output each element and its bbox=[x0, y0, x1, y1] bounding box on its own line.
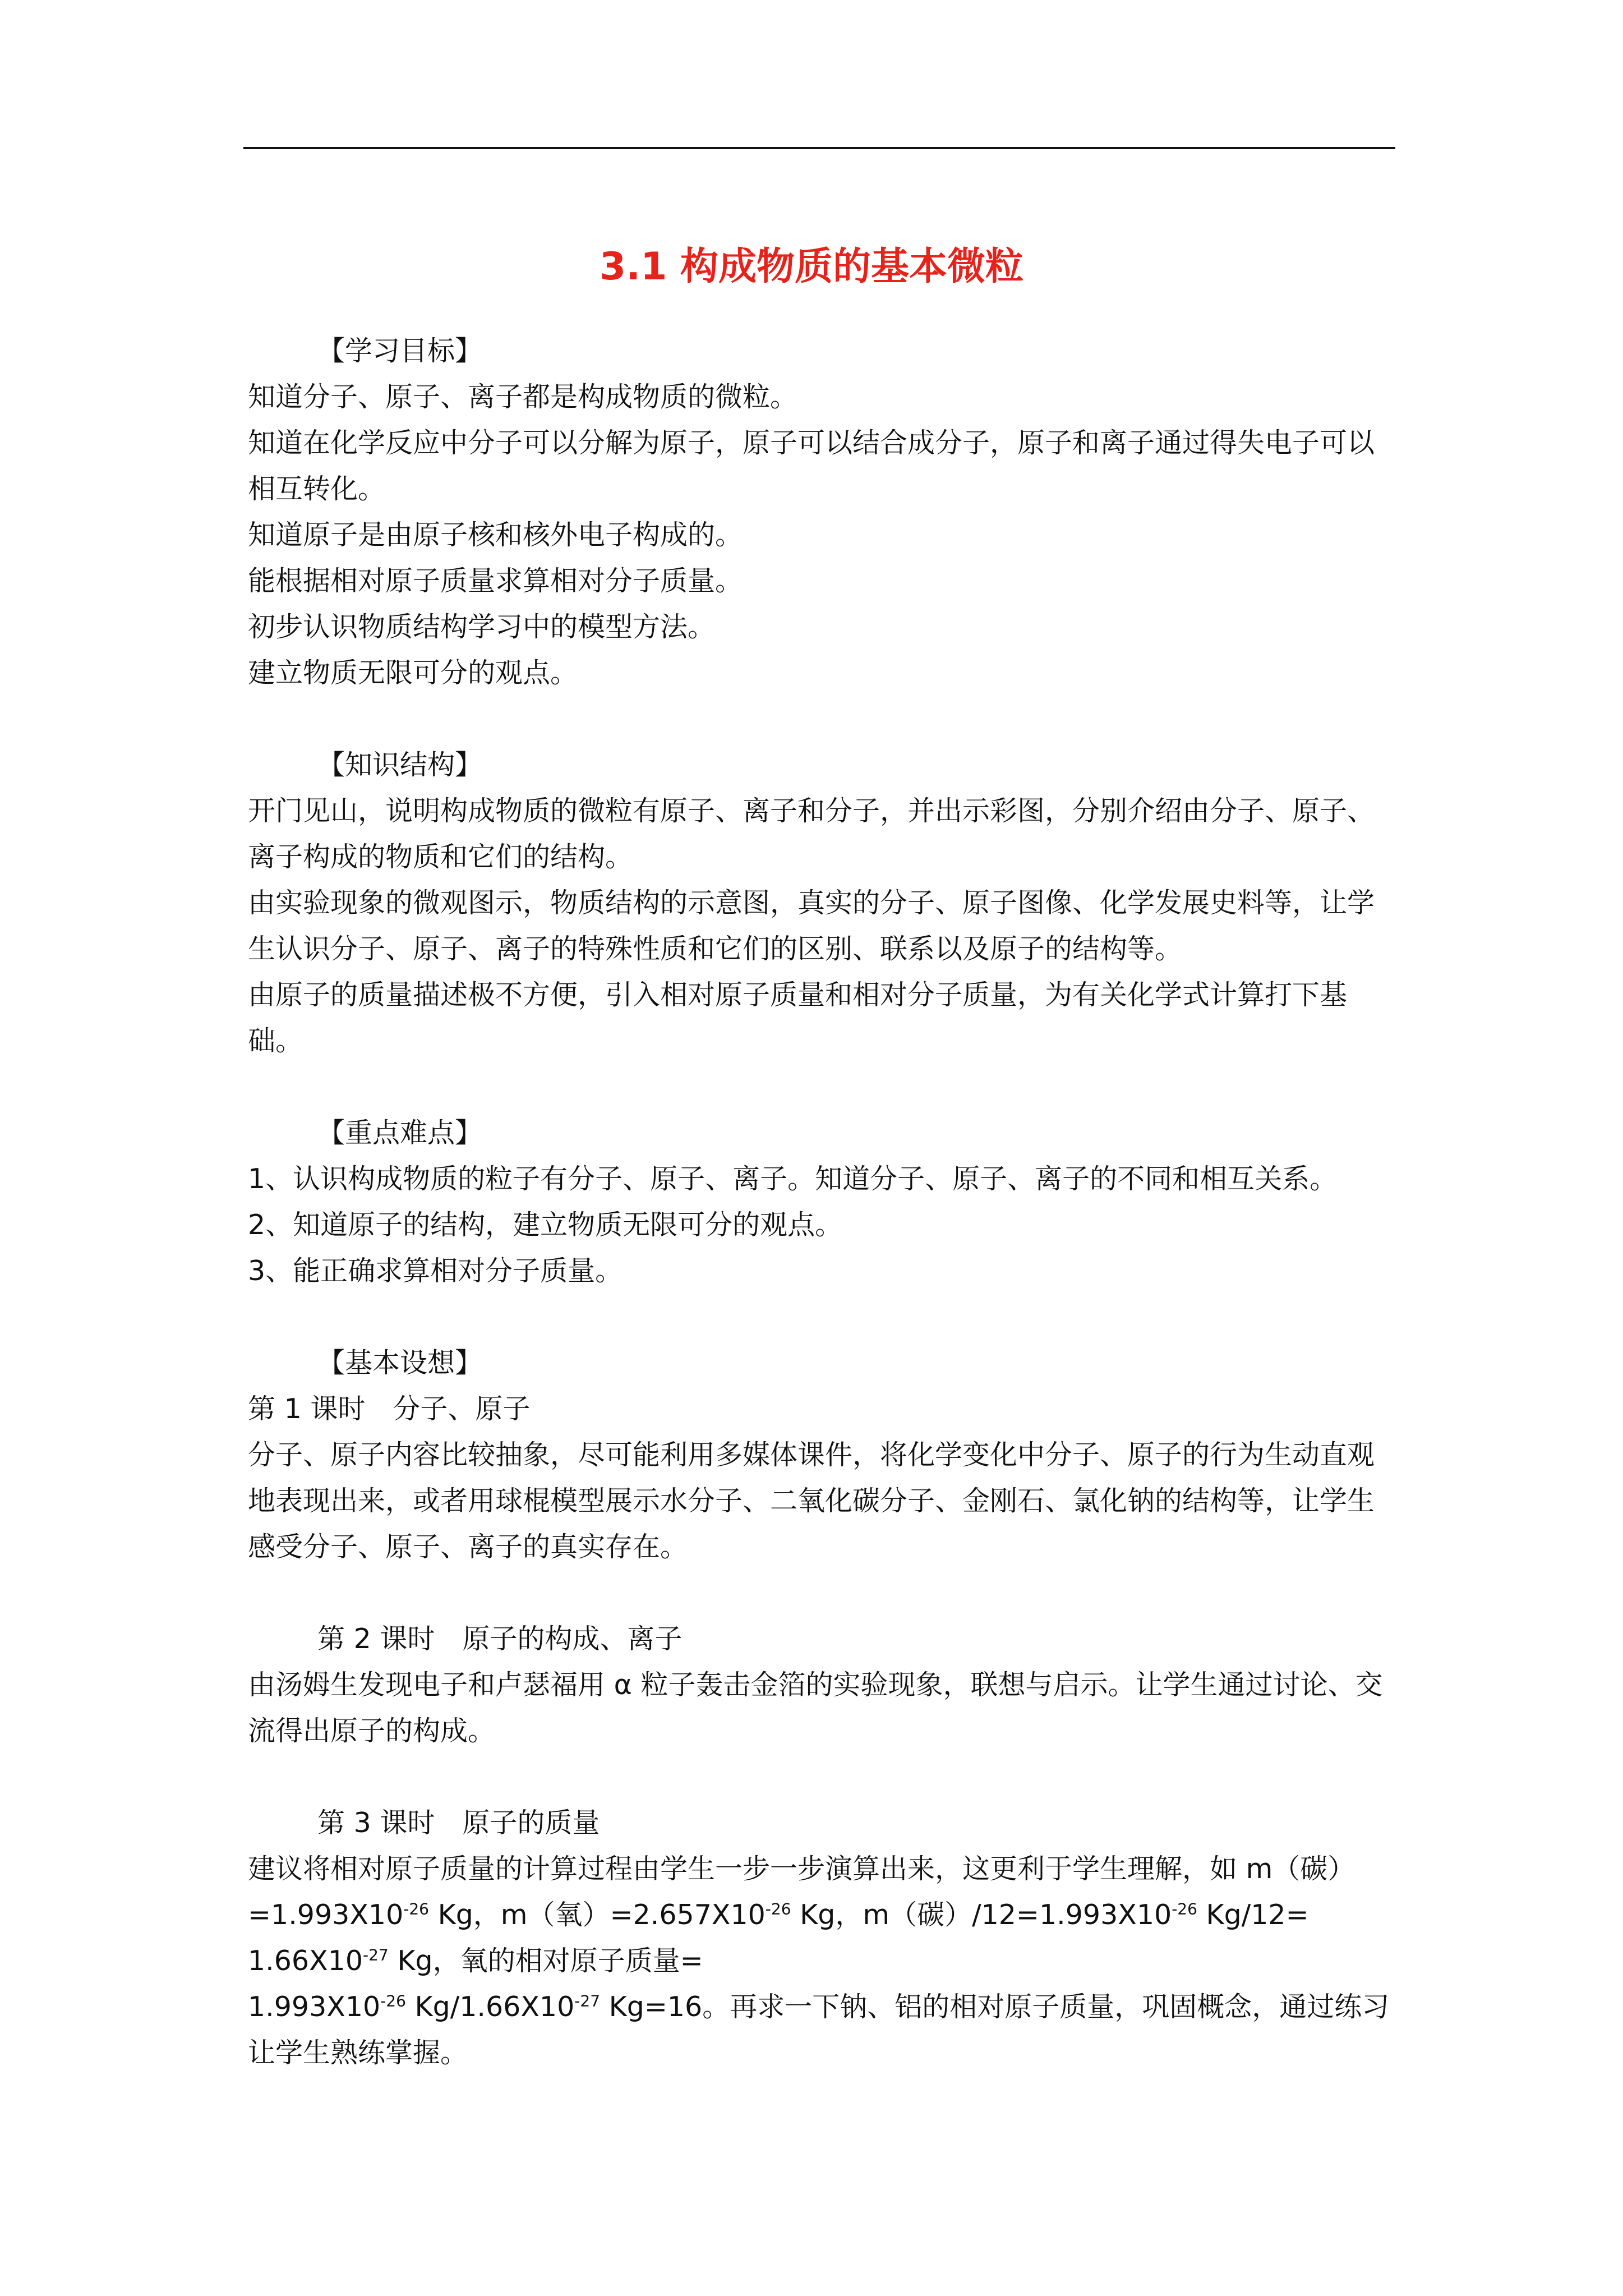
lesson1-title: 第 1 课时 分子、原子 bbox=[248, 1393, 531, 1425]
keypoint-item: 3、能正确求算相对分子质量。 bbox=[248, 1255, 623, 1287]
keypoint-item: 2、知道原子的结构，建立物质无限可分的观点。 bbox=[248, 1209, 843, 1241]
lesson2-text: 由汤姆生发现电子和卢瑟福用 α 粒子轰击金箔的实验现象，联想与启示。让学生通过讨论、交流得出原子的构成。 bbox=[248, 1669, 1383, 1747]
lesson3-text-a: 建议将相对原子质量的计算过程由学生一步一步演算出来，这更利于学生理解，如 m（碳）=1.993X10 bbox=[248, 1853, 1355, 1931]
objective-item: 知道分子、原子、离子都是构成物质的微粒。 bbox=[248, 381, 798, 413]
objective-item: 建立物质无限可分的观点。 bbox=[248, 657, 578, 689]
keypoints-section bbox=[248, 1110, 1398, 1294]
exponent: -27 bbox=[574, 1991, 601, 2010]
lesson3-text-b: Kg，m（氧）=2.657X10 bbox=[429, 1899, 766, 1931]
lesson2-title: 第 2 课时 原子的构成、离子 bbox=[317, 1623, 683, 1655]
exponent: -26 bbox=[765, 1899, 791, 1918]
keypoints-heading: 【重点难点】 bbox=[317, 1117, 483, 1149]
objective-item: 初步认识物质结构学习中的模型方法。 bbox=[248, 611, 716, 643]
structure-section bbox=[248, 742, 1398, 1064]
lesson3-formula-line bbox=[248, 1984, 1398, 2076]
lesson3-text-h: Kg=16。再求一下钠、铝的相对原子质量，巩固概念，通过练习让学生熟练掌握。 bbox=[248, 1991, 1390, 2069]
structure-paragraph: 由原子的质量描述极不方便，引入相对原子质量和相对分子质量，为有关化学式计算打下基础。 bbox=[248, 979, 1348, 1057]
exponent: -27 bbox=[363, 1945, 389, 1964]
header-rule bbox=[243, 147, 1395, 149]
structure-paragraph: 由实验现象的微观图示，物质结构的示意图，真实的分子、原子图像、化学发展史料等，让学生认识分子、原子、离子的特殊性质和它们的区别、联系以及原子的结构等。 bbox=[248, 887, 1375, 965]
document-body bbox=[248, 328, 1398, 2122]
lesson3-section bbox=[248, 1800, 1398, 2076]
lesson3-text-g: Kg/1.66X10 bbox=[405, 1991, 575, 2023]
objective-item: 能根据相对原子质量求算相对分子质量。 bbox=[248, 565, 743, 597]
design-section bbox=[248, 1340, 1398, 1570]
lesson3-text-c: Kg，m（碳）/12=1.993X10 bbox=[791, 1899, 1172, 1931]
exponent: -26 bbox=[380, 1991, 406, 2010]
lesson1-text: 分子、原子内容比较抽象，尽可能利用多媒体课件，将化学变化中分子、原子的行为生动直观地表现出来，或者用球棍模型展示水分子、二氧化碳分子、金刚石、氯化钠的结构等，让学生感受分子、原子、离子的真实存在。 bbox=[248, 1439, 1375, 1563]
objectives-heading: 【学习目标】 bbox=[317, 335, 483, 367]
lesson3-text bbox=[248, 1846, 1398, 1984]
objective-item: 知道原子是由原子核和核外电子构成的。 bbox=[248, 519, 743, 551]
design-heading: 【基本设想】 bbox=[317, 1347, 483, 1379]
page-title: 3.1 构成物质的基本微粒 bbox=[599, 244, 1024, 289]
lesson3-text-f: 1.993X10 bbox=[248, 1991, 381, 2023]
exponent: -26 bbox=[1172, 1899, 1197, 1918]
keypoint-item: 1、认识构成物质的粒子有分子、原子、离子。知道分子、原子、离子的不同和相互关系。 bbox=[248, 1163, 1338, 1195]
lesson3-text-e: Kg，氧的相对原子质量= bbox=[388, 1945, 703, 1977]
exponent: -26 bbox=[403, 1899, 429, 1918]
structure-paragraph: 开门见山，说明构成物质的微粒有原子、离子和分子，并出示彩图，分别介绍由分子、原子、离子构成的物质和它们的结构。 bbox=[248, 795, 1375, 873]
objective-item: 知道在化学反应中分子可以分解为原子，原子可以结合成分子，原子和离子通过得失电子可以相互转化。 bbox=[248, 427, 1375, 505]
structure-heading: 【知识结构】 bbox=[317, 749, 483, 781]
objectives-section bbox=[248, 328, 1398, 696]
lesson2-section bbox=[248, 1616, 1398, 1754]
lesson3-text-d: Kg/12= 1.66X10 bbox=[248, 1899, 1309, 1977]
lesson3-title: 第 3 课时 原子的质量 bbox=[317, 1807, 600, 1839]
